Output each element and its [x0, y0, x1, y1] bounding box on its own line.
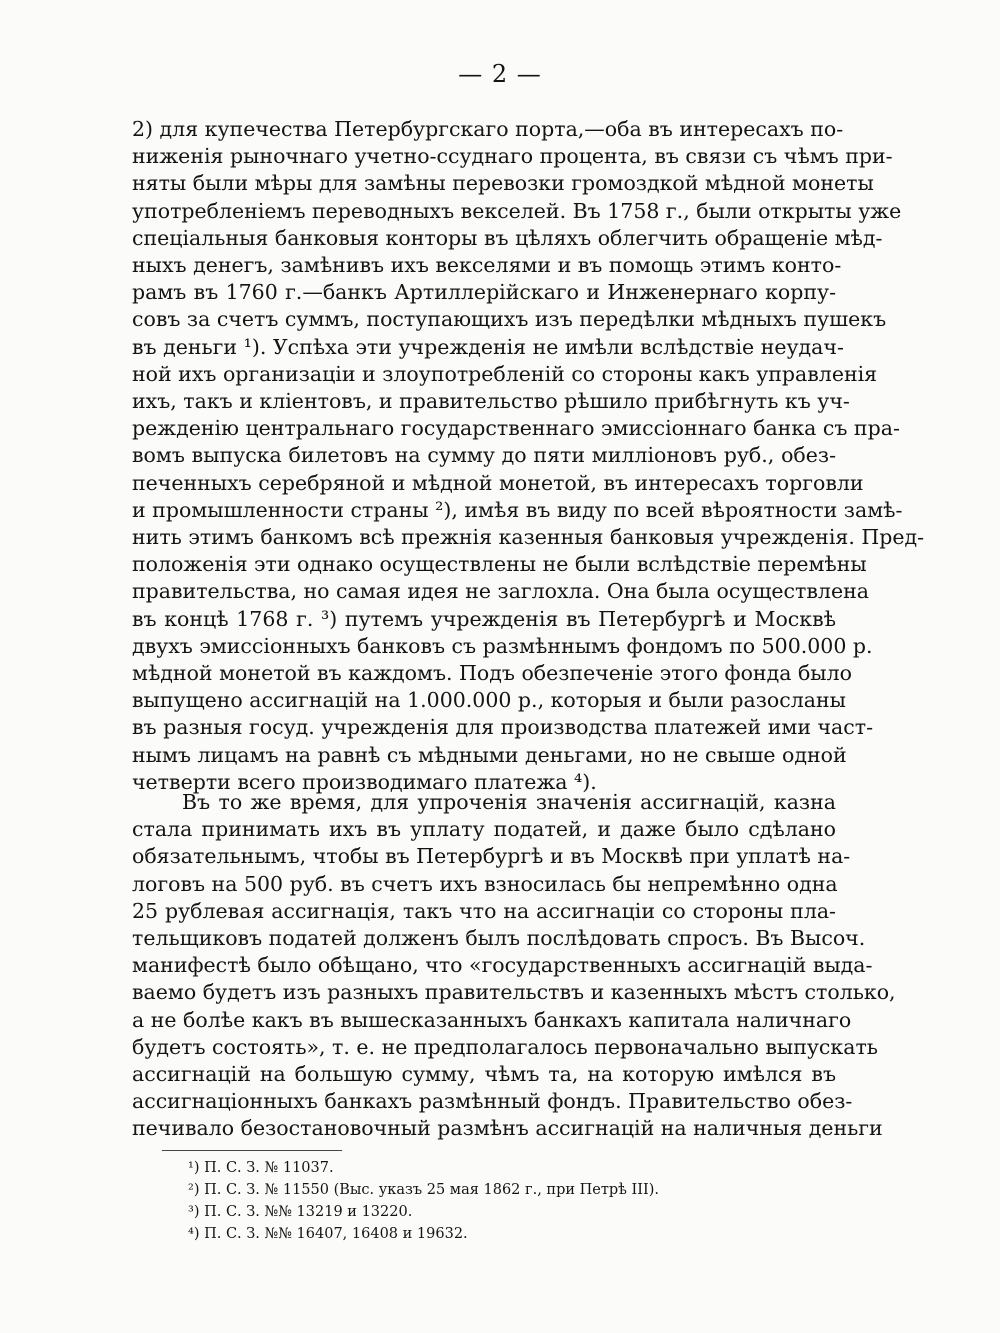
text-line: логовъ на 500 руб. въ счетъ ихъ взносилась бы непремѣнно одна: [132, 871, 838, 896]
footnote-divider: [162, 1150, 342, 1151]
text-line: манифестѣ было обѣщано, что «государственныхъ ассигнацій выда-: [132, 953, 873, 978]
text-line: положенія эти однако осуществлены не были вслѣдствіе перемѣны: [132, 552, 867, 577]
text-line: ной ихъ организаціи и злоупотребленій со стороны какъ управленія: [132, 361, 878, 386]
text-line: Въ то же время, для упроченія значенія ассигнацій, казна: [182, 790, 836, 814]
footnote-4: ⁴) П. С. З. №№ 16407, 16408 и 19632.: [188, 1226, 468, 1242]
text-line: правительства, но самая идея не заглохла. Она была осуществлена: [132, 579, 869, 604]
text-line: а не болѣе какъ въ вышесказанныхъ банкахъ капитала наличнаго: [132, 1007, 852, 1032]
footnotes: [188, 1157, 659, 1245]
paragraph-2: [132, 789, 896, 1143]
text-line: будетъ состоять», т. е. не предполагалось первоначально выпускать: [132, 1034, 878, 1059]
text-line: обязательнымъ, чтобы въ Петербургѣ и въ Москвѣ при уплатѣ на-: [132, 844, 851, 869]
text-line: совъ за счетъ суммъ, поступающихъ изъ передѣлки мѣдныхъ пушекъ: [132, 307, 887, 332]
text-line: ниженія рыночнаго учетно-ссуднаго процента, въ связи съ чѣмъ при-: [132, 144, 893, 169]
text-line: употребленіемъ переводныхъ векселей. Въ 1758 г., были открыты уже: [132, 198, 902, 223]
footnote-1: ¹) П. С. З. № 11037.: [188, 1160, 334, 1176]
footnote-2: ²) П. С. З. № 11550 (Выс. указъ 25 мая 1862 г., при Петрѣ III).: [188, 1182, 659, 1198]
page-number: — 2 —: [458, 60, 542, 88]
text-line: рамъ въ 1760 г.—банкъ Артиллерійскаго и Инженернаго корпу-: [132, 280, 836, 305]
text-line: двухъ эмиссіонныхъ банковъ съ размѣннымъ фондомъ по 500.000 р.: [132, 633, 873, 658]
text-line: режденію центральнаго государственнаго эмиссіоннаго банка съ пра-: [132, 416, 900, 441]
text-line: нымъ лицамъ на равнѣ съ мѣдными деньгами, но не свыше одной: [132, 742, 847, 767]
text-line: четверти всего производимаго платежа ⁴).: [132, 769, 597, 794]
text-line: печенныхъ серебряной и мѣдной монетой, въ интересахъ торговли: [132, 470, 864, 495]
text-line: спеціальныя банковыя конторы въ цѣляхъ облегчить обращеніе мѣд-: [132, 225, 883, 250]
text-line: выпущено ассигнацій на 1.000.000 р., которыя и были разосланы: [132, 688, 846, 713]
text-line: няты были мѣры для замѣны перевозки громоздкой мѣдной монеты: [132, 171, 874, 196]
text-line: тельщиковъ податей долженъ былъ послѣдовать спросъ. Въ Высоч.: [132, 926, 866, 951]
text-line: мѣдной монетой въ каждомъ. Подъ обезпеченіе этого фонда было: [132, 661, 852, 686]
text-line: печивало безостановочный размѣнъ ассигнацій на наличныя деньги: [132, 1116, 883, 1141]
text-line: ихъ, такъ и кліентовъ, и правительство рѣшило прибѣгнуть къ уч-: [132, 389, 850, 414]
text-line: ассигнаціонныхъ банкахъ размѣнный фондъ. Правительство обез-: [132, 1089, 853, 1114]
text-line: ассигнацій на большую сумму, чѣмъ та, на которую имѣлся въ: [132, 1062, 836, 1087]
text-line: и промышленности страны ²), имѣя въ виду по всей вѣроятности замѣ-: [132, 497, 903, 522]
text-line: въ разныя госуд. учрежденія для производства платежей ими част-: [132, 715, 874, 740]
text-line: вомъ выпуска билетовъ на сумму до пяти милліоновъ руб., обез-: [132, 443, 836, 468]
footnote-3: ³) П. С. З. №№ 13219 и 13220.: [188, 1204, 413, 1220]
text-line: ваемо будетъ изъ разныхъ правительствъ и казенныхъ мѣстъ столько,: [132, 980, 896, 1005]
text-line: ныхъ денегъ, замѣнивъ ихъ векселями и въ помощь этимъ конто-: [132, 253, 842, 278]
text-line: нить этимъ банкомъ всѣ прежнія казенныя банковыя учрежденія. Пред-: [132, 525, 925, 550]
text-line: 25 рублевая ассигнація, такъ что на ассигнаціи со стороны пла-: [132, 898, 836, 923]
text-line: въ концѣ 1768 г. ³) путемъ учрежденія въ Петербургѣ и Москвѣ: [132, 606, 836, 631]
text-line: въ деньги ¹). Успѣха эти учрежденія не имѣли вслѣдствіе неудач-: [132, 334, 844, 359]
paragraph-1: [132, 116, 925, 796]
text-line: 2) для купечества Петербургскаго порта,—оба въ интересахъ по-: [132, 117, 844, 141]
text-line: стала принимать ихъ въ уплату податей, и даже было сдѣлано: [132, 817, 836, 842]
